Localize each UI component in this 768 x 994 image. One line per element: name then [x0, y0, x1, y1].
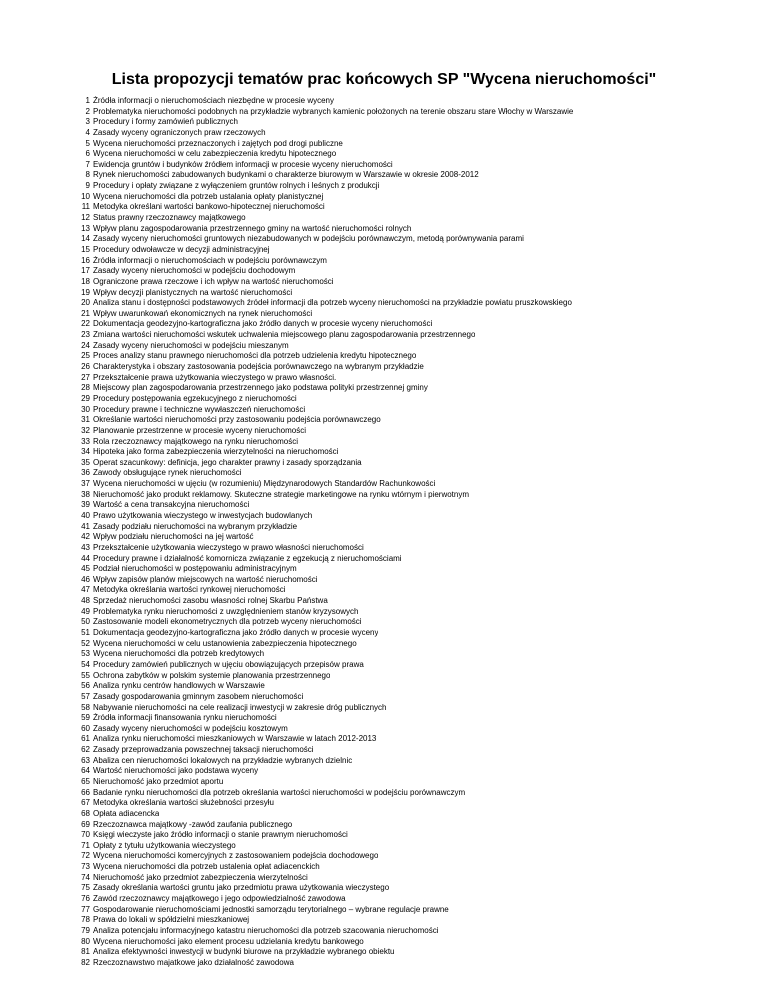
- topic-number: 51: [81, 628, 90, 638]
- topic-text: Procedury odwoławcze w decyzji administracyjnej: [93, 244, 270, 254]
- topic-number: 53: [81, 649, 90, 659]
- topic-number: 30: [81, 404, 90, 414]
- list-item: [78, 405, 758, 416]
- topic-number: 12: [81, 213, 90, 223]
- topic-number: 50: [81, 617, 90, 627]
- page-title: Lista propozycji tematów prac końcowych SP "Wycena nieruchomości": [111, 71, 657, 88]
- topic-text: Planowanie przestrzenne w procesie wyceny nieruchomości: [93, 425, 306, 435]
- topic-number: 1: [85, 96, 90, 105]
- topic-text: Abaliza cen nieruchomości lokalowych na przykładzie wybranych dzielnic: [93, 755, 353, 765]
- topic-text: Problematyka rynku nieruchomości z uwzględnieniem stanów kryzysowych: [93, 606, 359, 616]
- list-item: [78, 883, 758, 894]
- topic-text: Ochrona zabytków w polskim systemie planowania przestrzennego: [93, 670, 331, 680]
- list-item: [78, 490, 758, 501]
- list-item: [78, 500, 758, 511]
- topic-text: Zmiana wartości nieruchomości wskutek uchwalenia miejscowego planu zagospodarowania przestrzennego: [93, 330, 476, 340]
- topic-text: Hipoteka jako forma zabezpieczenia wierzytelności na nieruchomości: [93, 447, 339, 457]
- topic-number: 4: [85, 127, 90, 137]
- topic-text: Zasady wyceny ograniczonych praw rzeczowych: [93, 127, 266, 137]
- topic-text: Wycena nieruchomości dla potrzeb kredytowych: [93, 649, 265, 659]
- topic-text: Metodyka określani wartości bankowo-hipotecznej nieruchomości: [93, 202, 325, 212]
- list-item: [78, 734, 758, 745]
- topic-text: Wycena nieruchomości w celu ustanowienia zabezpieczenia hipotecznego: [93, 638, 357, 648]
- list-item: [78, 213, 758, 224]
- list-item: [78, 415, 758, 426]
- topic-text: Wpływ podziału nieruchomości na jej wartość: [93, 532, 254, 542]
- topic-number: 32: [81, 425, 90, 435]
- list-item: [78, 777, 758, 788]
- list-item: [78, 660, 758, 671]
- list-item: [78, 309, 758, 320]
- list-item: [78, 192, 758, 203]
- topic-text: Podział nieruchomości w postępowaniu administracyjnym: [93, 564, 297, 574]
- topic-text: Zasady wyceny nieruchomości w podejściu mieszanym: [93, 340, 289, 350]
- topic-text: Wycena nieruchomości komercyjnych z zastosowaniem podejścia dochodowego: [93, 851, 379, 861]
- topic-number: 65: [81, 777, 90, 786]
- list-item: [78, 437, 758, 448]
- topic-text: Wpływ planu zagospodarowania przestrzennego gminy na wartość nieruchomości rolnych: [93, 223, 412, 233]
- topic-text: Proces analizy stanu prawnego nieruchomości dla potrzeb udzielenia kredytu hipotecznego: [93, 351, 417, 361]
- topic-text: Miejscowy plan zagospodarowania przestrzennego jako podstawa polityki przestrzennej gminy: [93, 383, 428, 393]
- topic-number: 80: [81, 936, 90, 946]
- topic-text: Wycena nieruchomości jako element procesu udzielania kredytu bankowego: [93, 936, 364, 946]
- topic-number: 18: [81, 276, 90, 286]
- topic-number: 33: [81, 436, 90, 446]
- topic-number: 19: [81, 287, 90, 297]
- topic-number: 81: [81, 947, 90, 957]
- topic-text: Ewidencja gruntów i budynków źródłem informacji w procesie wyceny nieruchomości: [93, 159, 393, 169]
- topic-text: Zasady gospodarowania gminnym zasobem nieruchomości: [93, 691, 304, 701]
- topic-number: 23: [81, 330, 90, 340]
- list-item: [78, 639, 758, 650]
- topic-number: 76: [81, 894, 90, 904]
- list-item: [78, 766, 758, 777]
- list-item: [78, 202, 758, 213]
- topic-number: 52: [81, 638, 90, 648]
- topic-number: 48: [81, 596, 90, 606]
- list-item: [78, 128, 758, 139]
- topic-number: 55: [81, 670, 90, 680]
- topic-text: Zasady podziału nieruchomości na wybranym przykładzie: [93, 521, 298, 531]
- topic-number: 39: [81, 500, 90, 510]
- topic-text: Wycena nieruchomości przeznaczonych i zajętych pod drogi publiczne: [93, 138, 343, 148]
- topic-text: Procedury zamówień publicznych w ujęciu obowiązujących przepisów prawa: [93, 659, 364, 669]
- topic-number: 20: [81, 298, 90, 308]
- topic-text: Dokumentacja geodezyjno-kartograficzna jako źródło danych w procesie wyceny: [93, 628, 379, 638]
- topic-number: 44: [81, 553, 90, 563]
- list-item: [78, 266, 758, 277]
- list-item: [78, 596, 758, 607]
- list-item: [78, 585, 758, 596]
- topic-text: Wartość a cena transakcyjna nieruchomości: [93, 500, 250, 510]
- topic-text: Nieruchomość jako przedmiot aportu: [93, 777, 224, 786]
- topic-text: Gospodarowanie nieruchomościami jednostki samorządu terytorialnego – wybrane regulacje prawne: [93, 904, 449, 914]
- topic-number: 62: [81, 745, 90, 755]
- topic-text: Wpływ uwarunkowań ekonomicznych na rynek nieruchomości: [93, 308, 313, 318]
- topic-text: Wpływ zapisów planów miejscowych na wartość nieruchomości: [93, 574, 318, 584]
- topic-text: Zawody obsługujące rynek nieruchomości: [93, 468, 242, 478]
- topic-text: Procedury prawne i działalność komornicza związanie z egzekucją z nieruchomościami: [93, 553, 402, 563]
- list-item: [78, 117, 758, 128]
- topic-text: Wycena nieruchomości dla potrzeb ustalenia opłat adiacenckich: [93, 862, 320, 872]
- topic-text: Nieruchomość jako przedmiot zabezpieczenia wierzytelności: [93, 872, 308, 882]
- list-item: [78, 554, 758, 565]
- list-item: [78, 703, 758, 714]
- list-item: [78, 447, 758, 458]
- list-item: [78, 351, 758, 362]
- topic-number: 31: [81, 415, 90, 425]
- list-item: [78, 947, 758, 958]
- topic-number: 70: [81, 830, 90, 840]
- topic-text: Procedury i opłaty związane z wyłączeniem gruntów rolnych i leśnych z produkcji: [93, 181, 380, 191]
- topic-text: Zasady przeprowadzania powszechnej taksacji nieruchomości: [93, 745, 314, 755]
- topic-number: 38: [81, 489, 90, 499]
- list-item: [78, 107, 758, 118]
- topic-text: Rola rzeczoznawcy majątkowego na rynku nieruchomości: [93, 436, 298, 446]
- topic-number: 37: [81, 479, 90, 489]
- topic-number: 47: [81, 585, 90, 595]
- list-item: [78, 575, 758, 586]
- list-item: [78, 905, 758, 916]
- topic-number: 58: [81, 702, 90, 712]
- topic-text: Analiza efektywności inwestycji w budynki biurowe na przykładzie wybranego obiektu: [93, 947, 395, 957]
- topic-text: Nabywanie nieruchomości na cele realizacji inwestycji w zakresie dróg publicznych: [93, 702, 387, 712]
- list-item: [78, 926, 758, 937]
- topic-number: 26: [81, 362, 90, 372]
- topic-text: Badanie rynku nieruchomości dla potrzeb określania wartości nieruchomości w podejściu porównawczym: [93, 787, 466, 797]
- topic-text: Określanie wartości nieruchomości przy zastosowaniu podejścia porównawczego: [93, 415, 381, 425]
- topic-number: 42: [81, 532, 90, 542]
- list-item: [78, 543, 758, 554]
- topic-text: Status prawny rzeczoznawcy majątkowego: [93, 213, 246, 223]
- list-item: [78, 426, 758, 437]
- list-item: [78, 628, 758, 639]
- topic-number: 63: [81, 755, 90, 765]
- list-item: [78, 532, 758, 543]
- topic-text: Wycena nieruchomości w ujęciu (w rozumieniu) Międzynarodowych Standardów Rachunkowości: [93, 479, 436, 489]
- topic-text: Zasady określania wartości gruntu jako przedmiotu prawa użytkowania wieczystego: [93, 883, 390, 893]
- topic-text: Prawo użytkowania wieczystego w inwestycjach budowlanych: [93, 510, 313, 520]
- topic-number: 46: [81, 574, 90, 584]
- list-item: [78, 341, 758, 352]
- topic-number: 78: [81, 915, 90, 925]
- topic-number: 45: [81, 564, 90, 574]
- topic-text: Wpływ decyzji planistycznych na wartość nieruchomości: [93, 287, 293, 297]
- topic-number: 14: [81, 234, 90, 244]
- list-item: [78, 607, 758, 618]
- topic-text: Zastosowanie modeli ekonometrycznych dla potrzeb wyceny nieruchomości: [93, 617, 362, 627]
- topic-number: 73: [81, 862, 90, 872]
- topic-text: Metodyka określania wartości rynkowej nieruchomości: [93, 585, 286, 595]
- topic-number: 43: [81, 542, 90, 552]
- list-item: [78, 234, 758, 245]
- topic-text: Wartość nieruchomości jako podstawa wyceny: [93, 766, 259, 776]
- topic-text: Opłata adiacencka: [93, 808, 160, 818]
- list-item: [78, 862, 758, 873]
- topic-text: Zasady wyceny nieruchomości w podejściu kosztowym: [93, 723, 288, 733]
- list-item: [78, 383, 758, 394]
- topic-number: 41: [81, 521, 90, 531]
- list-item: [78, 798, 758, 809]
- list-item: [78, 958, 758, 969]
- topic-text: Procedury i formy zamówień publicznych: [93, 117, 238, 127]
- topic-text: Dokumentacja geodezyjno-kartograficzna jako źródło danych w procesie wyceny nieruchomości: [93, 319, 433, 329]
- topic-text: Ograniczone prawa rzeczowe i ich wpływ na wartość nieruchomości: [93, 276, 334, 286]
- topic-number: 9: [85, 181, 90, 191]
- topic-text: Przekształcenie prawa użytkowania wieczystego w prawo własności.: [93, 372, 337, 382]
- topic-text: Metodyka określania wartości służebności przesyłu: [93, 798, 274, 808]
- topic-text: Charakterystyka i obszary zastosowania podejścia porównawczego na wybranym przykładzie: [93, 362, 424, 372]
- list-item: [78, 479, 758, 490]
- list-item: [78, 894, 758, 905]
- list-item: [78, 245, 758, 256]
- topic-number: 56: [81, 681, 90, 691]
- topic-number: 71: [81, 840, 90, 850]
- topic-number: 64: [81, 766, 90, 776]
- topic-text: Opłaty z tytułu użytkowania wieczystego: [93, 840, 236, 850]
- list-item: [78, 319, 758, 330]
- topic-number: 69: [81, 819, 90, 829]
- topic-number: 67: [81, 798, 90, 808]
- list-item: [78, 841, 758, 852]
- list-item: [78, 277, 758, 288]
- list-item: [78, 564, 758, 575]
- topic-number: 35: [81, 457, 90, 467]
- list-item: [78, 788, 758, 799]
- list-item: [78, 330, 758, 341]
- topic-number: 17: [81, 266, 90, 276]
- topic-number: 82: [81, 957, 90, 967]
- topic-text: Zasady wyceny nieruchomości gruntowych niezabudowanych w podejściu porównawczym, metodą porównywania parami: [93, 234, 524, 244]
- topic-number: 68: [81, 808, 90, 818]
- topic-number: 22: [81, 319, 90, 329]
- topic-number: 77: [81, 904, 90, 914]
- list-item: [78, 181, 758, 192]
- topic-number: 21: [81, 308, 90, 318]
- topic-text: Wycena nieruchomości dla potrzeb ustalania opłaty planistycznej: [93, 191, 324, 201]
- topic-text: Przekształcenie użytkowania wieczystego w prawo własności nieruchomości: [93, 542, 364, 552]
- list-item: [78, 139, 758, 150]
- topic-number: 49: [81, 606, 90, 616]
- topic-text: Problematyka nieruchomości podobnych na przykładzie wybranych kamienic położonych na terenie obszaru stare Włochy w Warszawie: [93, 106, 574, 116]
- topic-number: 59: [81, 713, 90, 723]
- list-item: [78, 394, 758, 405]
- list-item: [78, 915, 758, 926]
- topic-text: Źródła informacji o nieruchomościach w podejściu porównawczym: [93, 255, 327, 265]
- topic-text: Wycena nieruchomości w celu zabezpieczenia kredytu hipotecznego: [93, 149, 337, 159]
- list-item: [78, 224, 758, 235]
- topic-number: 34: [81, 447, 90, 457]
- topic-text: Nieruchomość jako produkt reklamowy. Skuteczne strategie marketingowe na rynku wtórnym i pierwotnym: [93, 489, 470, 499]
- topic-number: 8: [85, 170, 90, 180]
- list-item: [78, 873, 758, 884]
- topic-number: 10: [81, 191, 90, 201]
- topic-number: 27: [81, 372, 90, 382]
- topic-text: Operat szacunkowy: definicja, jego charakter prawny i zasady sporządzania: [93, 457, 362, 467]
- topic-number: 29: [81, 393, 90, 403]
- topic-number: 16: [81, 255, 90, 265]
- topic-number: 3: [85, 117, 90, 127]
- topic-text: Źródła informacji finansowania rynku nieruchomości: [93, 713, 277, 723]
- topic-number: 61: [81, 734, 90, 744]
- topic-text: Analiza potencjału informacyjnego katastru nieruchomości dla potrzeb szacowania nieruchomości: [93, 925, 439, 935]
- topic-text: Sprzedaż nieruchomości zasobu własności rolnej Skarbu Państwa: [93, 596, 328, 606]
- topic-text: Księgi wieczyste jako źródło informacji o stanie prawnym nieruchomości: [93, 830, 348, 840]
- list-item: [78, 692, 758, 703]
- topic-number: 72: [81, 851, 90, 861]
- topic-number: 28: [81, 383, 90, 393]
- topic-text: Prawa do lokali w spółdzielni mieszkaniowej: [93, 915, 250, 925]
- list-item: [78, 671, 758, 682]
- topic-number: 25: [81, 351, 90, 361]
- topic-number: 66: [81, 787, 90, 797]
- topic-number: 24: [81, 340, 90, 350]
- list-item: [78, 724, 758, 735]
- list-item: [78, 256, 758, 267]
- list-item: [78, 362, 758, 373]
- topic-text: Zasady wyceny nieruchomości w podejściu dochodowym: [93, 266, 296, 276]
- topic-number: 60: [81, 723, 90, 733]
- list-item: [78, 937, 758, 948]
- list-item: [78, 649, 758, 660]
- topic-number: 2: [85, 106, 90, 116]
- topic-text: Rzeczoznawstwo majatkowe jako działalność zawodowa: [93, 957, 294, 967]
- topic-text: Rynek nieruchomości zabudowanych budynkami o charakterze biurowym w Warszawie w okresie 2008-2012: [93, 170, 479, 180]
- topic-number: 11: [81, 202, 90, 212]
- topic-number: 15: [81, 244, 90, 254]
- topic-number: 36: [81, 468, 90, 478]
- topic-number: 7: [85, 159, 90, 169]
- list-item: [78, 745, 758, 756]
- list-item: [78, 288, 758, 299]
- list-item: [78, 522, 758, 533]
- list-item: [78, 149, 758, 160]
- topic-text: Analiza rynku centrów handlowych w Warszawie: [93, 681, 265, 691]
- list-item: [78, 851, 758, 862]
- list-item: [78, 713, 758, 724]
- topic-list: [78, 96, 758, 969]
- topic-number: 57: [81, 691, 90, 701]
- list-item: [78, 373, 758, 384]
- list-item: [78, 820, 758, 831]
- list-item: [78, 511, 758, 522]
- topic-number: 6: [85, 149, 90, 159]
- topic-number: 40: [81, 510, 90, 520]
- topic-text: Procedury postępowania egzekucyjnego z nieruchomości: [93, 393, 297, 403]
- topic-text: Źródła informacji o nieruchomościach niezbędne w procesie wyceny: [93, 96, 335, 105]
- topic-text: Analiza rynku nieruchomości mieszkaniowych w Warszawie w latach 2012-2013: [93, 734, 377, 744]
- topic-number: 54: [81, 659, 90, 669]
- topic-text: Analiza stanu i dostępności podstawowych źródeł informacji dla potrzeb wyceny nieruchomości na przykładzie powiatu pruszkowskiego: [93, 298, 572, 308]
- list-item: [78, 298, 758, 309]
- topic-number: 74: [81, 872, 90, 882]
- list-item: [78, 468, 758, 479]
- topic-number: 75: [81, 883, 90, 893]
- topic-number: 79: [81, 925, 90, 935]
- list-item: [78, 617, 758, 628]
- list-item: [78, 160, 758, 171]
- topic-number: 13: [81, 223, 90, 233]
- topic-text: Zawód rzeczoznawcy majątkowego i jego odpowiedzialność zawodowa: [93, 894, 346, 904]
- topic-number: 5: [85, 138, 90, 148]
- topic-text: Procedury prawne i techniczne wywłaszczeń nieruchomości: [93, 404, 306, 414]
- topic-text: Rzeczoznawca majątkowy -zawód zaufania publicznego: [93, 819, 293, 829]
- list-item: [78, 756, 758, 767]
- list-item: [78, 830, 758, 841]
- list-item: [78, 458, 758, 469]
- list-item: [78, 809, 758, 820]
- list-item: [78, 96, 758, 107]
- list-item: [78, 170, 758, 181]
- list-item: [78, 681, 758, 692]
